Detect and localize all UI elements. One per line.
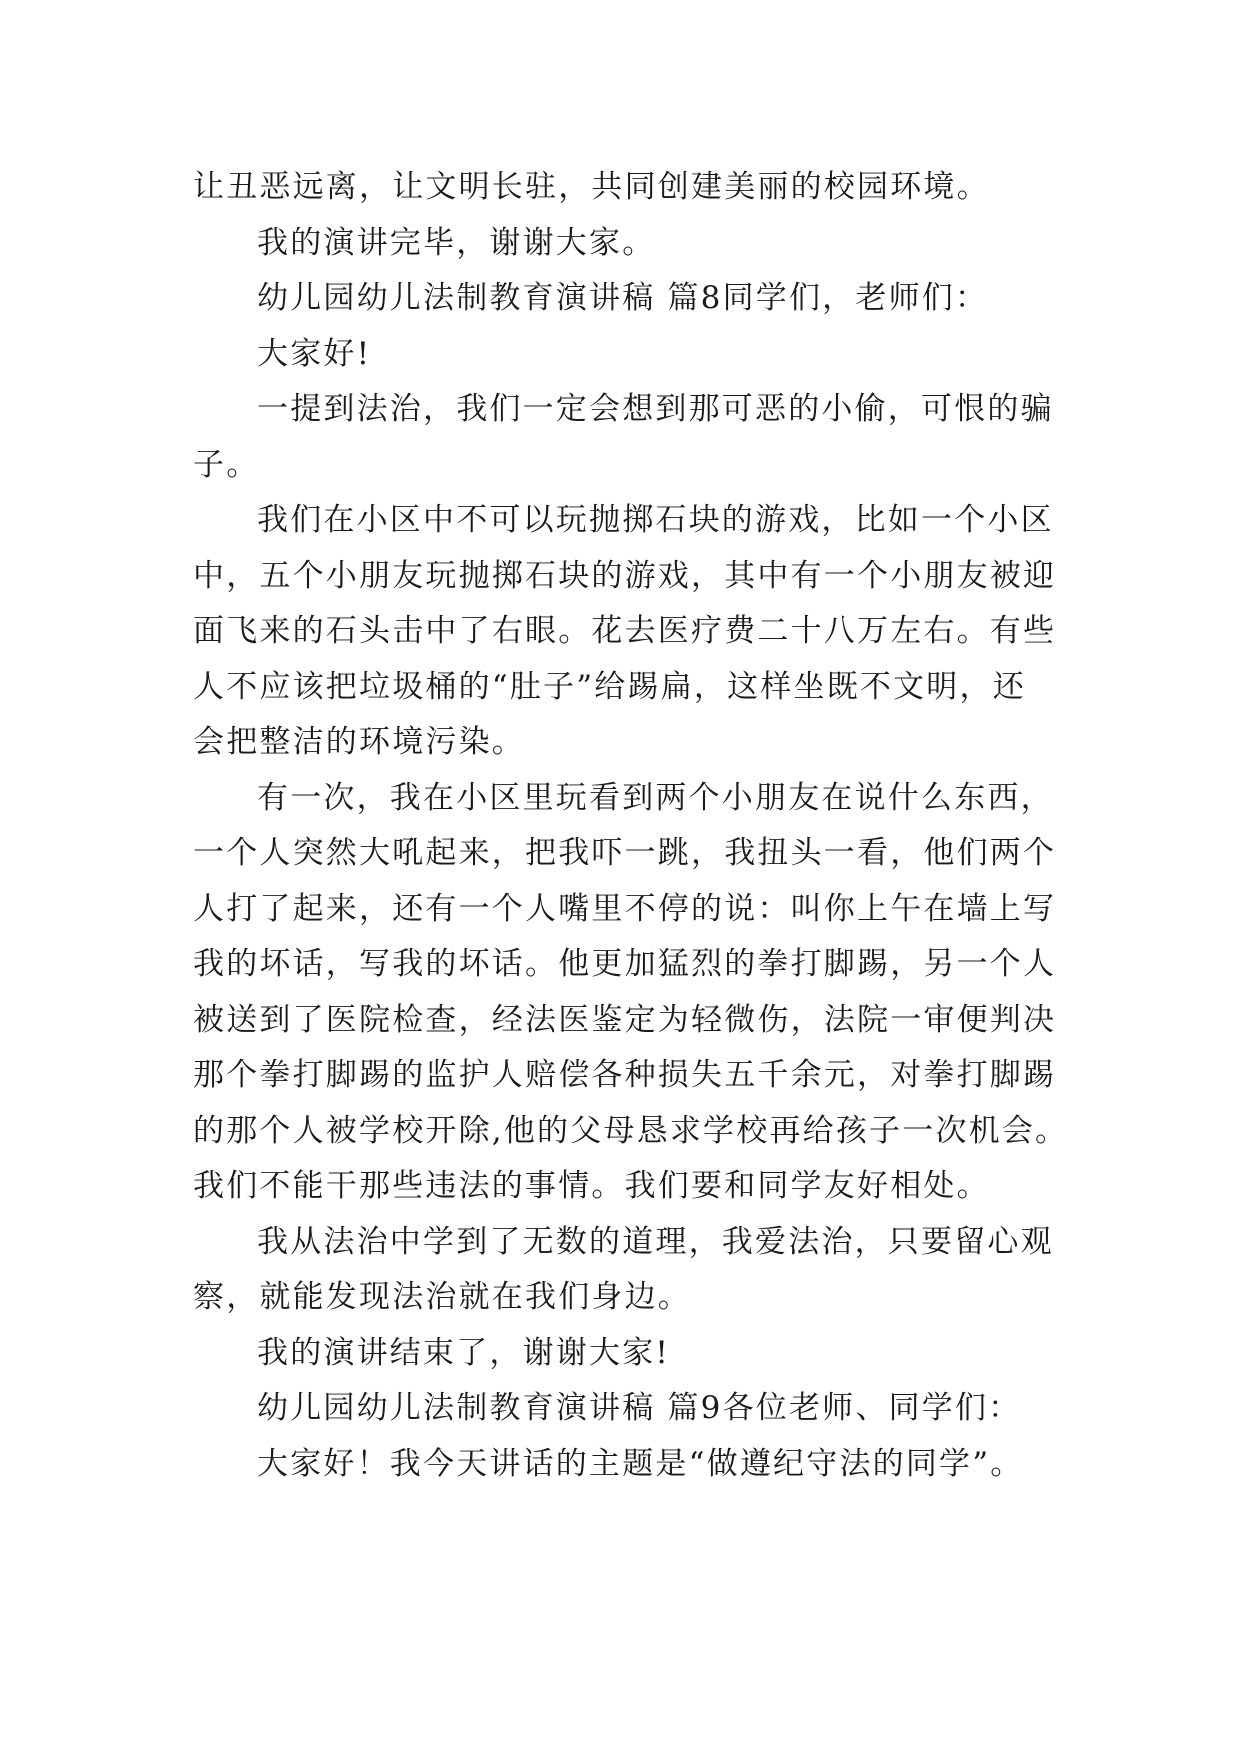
document-body bbox=[193, 160, 1069, 1492]
text-line: 一个人突然大吼起来，把我吓一跳，我扭头一看，他们两个 bbox=[193, 835, 1057, 871]
text-line: 大家好! bbox=[257, 335, 372, 372]
text-line: 让丑恶远离，让文明长驻，共同创建美丽的校园环境。 bbox=[193, 169, 990, 205]
text-line: 大家好！我今天讲话的主题是“做遵纪守法的同学”。 bbox=[257, 1445, 1024, 1482]
text-line: 中，五个小朋友玩抛掷石块的游戏，其中有一个小朋友被迎 bbox=[193, 557, 1057, 594]
text-line: 我们在小区中不可以玩抛掷石块的游戏，比如一个小区 bbox=[257, 502, 1054, 538]
text-line: 我从法治中学到了无数的道理，我爱法治，只要留心观 bbox=[257, 1223, 1054, 1260]
text-line: 察，就能发现法治就在我们身边。 bbox=[193, 1279, 691, 1315]
text-line: 被送到了医院检查，经法医鉴定为轻微伤，法院一审便判决 bbox=[193, 1001, 1057, 1038]
text-line: 我们不能干那些违法的事情。我们要和同学友好相处。 bbox=[193, 1168, 990, 1204]
text-line: 面飞来的石头击中了右眼。花去医疗费二十八万左右。有些 bbox=[193, 613, 1057, 649]
text-line: 我的演讲结束了，谢谢大家! bbox=[257, 1334, 671, 1371]
text-line: 人不应该把垃圾桶的“肚子”给踢扁，这样坐既不文明，还 bbox=[193, 668, 1026, 705]
text-line: 有一次，我在小区里玩看到两个小朋友在说什么东西， bbox=[257, 779, 1054, 816]
text-line: 子。 bbox=[193, 446, 260, 483]
section-heading: 幼儿园幼儿法制教育演讲稿 篇9各位老师、同学们： bbox=[257, 1390, 1022, 1426]
text-line: 那个拳打脚踢的监护人赔偿各种损失五千余元，对拳打脚踢 bbox=[193, 1057, 1057, 1093]
text-line: 我的坏话，写我的坏话。他更加猛烈的拳打脚踢，另一个人 bbox=[193, 946, 1057, 982]
text-line: 人打了起来，还有一个人嘴里不停的说：叫你上午在墙上写 bbox=[193, 890, 1057, 927]
section-heading: 幼儿园幼儿法制教育演讲稿 篇8同学们，老师们： bbox=[257, 280, 989, 316]
text-line: 会把整洁的环境污染。 bbox=[193, 724, 525, 760]
text-line: 一提到法治，我们一定会想到那可恶的小偷，可恨的骗 bbox=[257, 391, 1054, 427]
text-line: 的那个人被学校开除,他的父母恳求学校再给孩子一次机会。 bbox=[193, 1112, 1069, 1149]
text-line: 我的演讲完毕，谢谢大家。 bbox=[257, 224, 656, 261]
